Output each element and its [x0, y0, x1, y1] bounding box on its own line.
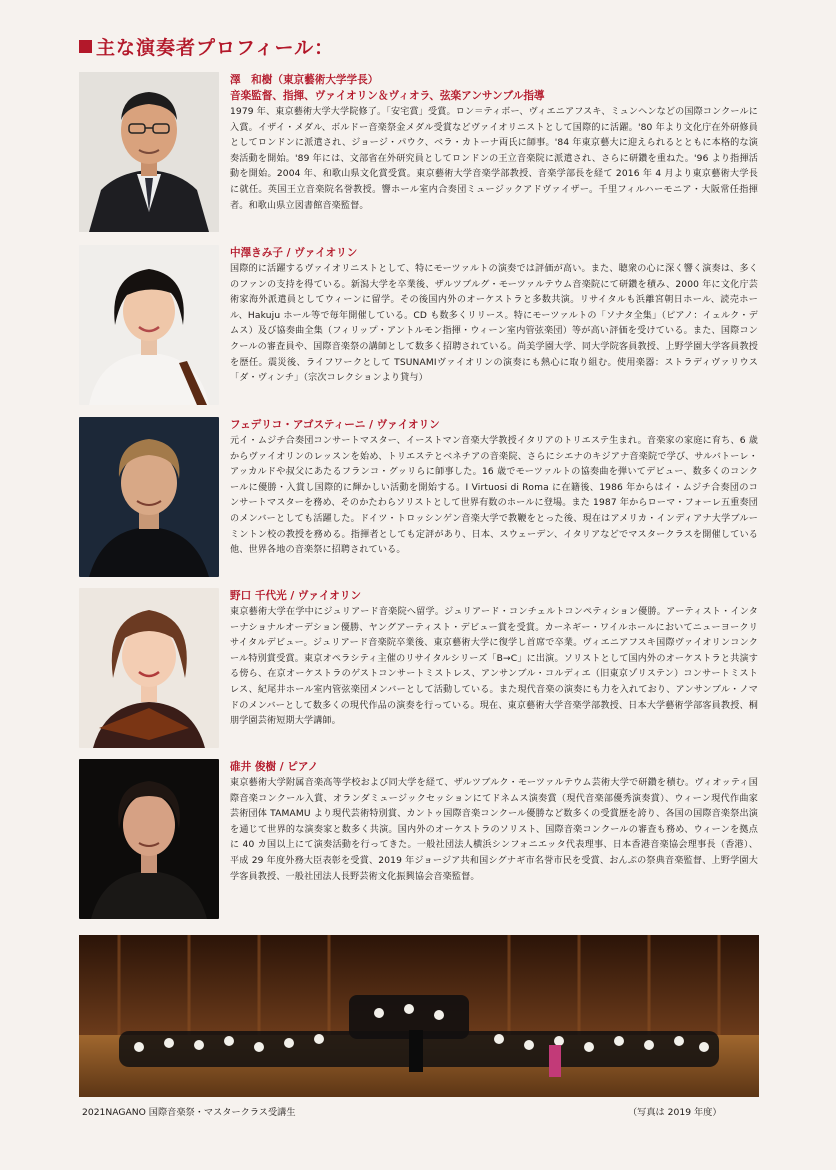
performer-bio: 東京藝術大学附属音楽高等学校および同大学を経て、ザルツブルク・モーツァルテウム芸術大学で研鑽を積む。ヴィオッティ国際音楽コンクール入賞、オランダミュージックセッションにてドネムス演奏賞（現代音楽部優秀演奏賞）、ウィーン現代作曲家芸術団体 TAMAMU より現代芸術特別賞、カントゥ国際音楽コンクール優勝など数多くの受賞歴を誇り、各国の国際音楽祭出演を通じて世界的な演奏家と数多く共演。国内外のオーケストラのソリスト、国際音楽コンクールの審査も務め、ウィーンを拠点に 40 カ国以上にて演奏活動を行ってきた。一般社団法人横浜シンフォニエッタ代表理事、日本香港音楽協会理事長（香港）、平成 29 年度外務大臣表彰を受賞、2019 年ジョージア共和国シグナギ市名誉市民を受賞、おんぷの祭典音楽監督、上野学園大学客員教授、一般社団法人長野芸術文化振興協会音楽監督。 [230, 778, 758, 882]
performer-bio: 元イ・ムジチ合奏団コンサートマスター、イーストマン音楽大学教授イタリアのトリエステ生まれ。音楽家の家庭に育ち、6 歳からヴァイオリンのレッスンを始め、トリエステとベネチアの音楽院、さらにシエナのキジアナ音楽院で学び、サルバトーレ・アッカルドや叔父にあたるフランコ・グッリらに師事した。16 歳でモーツァルトの協奏曲を弾いてデビュー、数多くのコンクールに優勝・入賞し国際的に輝かしい活動を開始する。I Virtuosi di Roma に在籍後、1986 年からはイ・ムジチ合奏団のコンサートマスターを務め、そのかたわらソリストとして世界有数のホールに登場。また 1987 年からローマ・フォーレ五重奏団のメンバーとしても活躍した。ドイツ・トロッシンゲン音楽大学で教鞭をとった後、現在はアメリカ・インディアナ大学ブルーミントン校の教授を務める。指揮者としても定評があり、日本、スウェーデン、イタリアなどでマスタークラスを開催している他、世界各地の音楽祭に招聘されている。 [230, 436, 758, 556]
portrait-photo [79, 245, 219, 405]
performer-role: 音楽監督、指揮、ヴァイオリン＆ヴィオラ、弦楽アンサンブル指導 [230, 90, 545, 102]
portrait-photo [79, 72, 219, 232]
photo-caption: 2021NAGANO 国際音楽祭・マスタークラス受講生 [82, 1107, 296, 1118]
portrait-photo [79, 759, 219, 919]
performer-name: 中澤きみ子 / ヴァイオリン [230, 247, 358, 259]
page-title [79, 33, 334, 60]
portrait-photo [79, 588, 219, 748]
performer-name: 野口 千代光 / ヴァイオリン [230, 590, 362, 602]
performer-bio: 1979 年、東京藝術大学大学院修了。「安宅賞」受賞。ロン＝ティボー、ヴィエニアフスキ、ミュンヘンなどの国際コンクールに入賞。イザイ・メダル、ボルドー音楽祭金メダル受賞などヴァイオリニストとして国際的に活躍。'80 年より文化庁在外研修員としてロンドンに派遣され、ジョージ・パウク、ベラ・カトーナ両氏に師事。'84 年東京藝大に迎えられるとともに本格的な演奏活動を開始。'89 年には、文部省在外研究員としてロンドンの王立音楽院に派遣され、さらに研鑽を重ねた。'96 より指揮活動を開始。2004 年、和歌山県文化賞受賞。東京藝術大学音楽学部教授、音楽学部長を経て 2016 年 4 月より東京藝術大学長に就任。英国王立音楽院名誉教授。響ホール室内合奏団ミュージックアドヴァイザー。千里フィルハーモニア・大阪常任指揮者。和歌山県立図書館音楽監督。 [230, 107, 758, 211]
performer-bio: 東京藝術大学在学中にジュリアード音楽院へ留学。ジュリアード・コンチェルトコンペティション優勝。アーティスト・インターナショナルオーデション優勝、ヤングアーティスト・デビュー賞を受賞。カーネギー・ワイルホールにおいてニューヨークリサイタルデビュー。ジュリアード音楽院卒業後、東京藝術大学に復学し首席で卒業。ヴィエニアフスキ国際ヴァイオリンコンクール特別賞受賞。東京オペラシティ主催のリサイタルシリーズ「B→C」に出演。ソリストとして国内外のオーケストラと共演する傍ら、在京オーケストラのゲストコンサートミストレス、アンサンブル・コルディエ（旧東京ゾリステン）コンサートミストレス、紀尾井ホール室内管弦楽団メンバーとして活動している。また現代音楽の演奏にも力を入れており、アンサンブル・ノマドのメンバーとして数多くの現代作品の演奏を行っている。現在、東京藝術大学音楽学部教授、日本大学藝術学部客員教授、桐朋学園芸術短期大学講師。 [230, 607, 758, 727]
performer-name: 澤 和樹（東京藝術大学学長） [230, 74, 379, 86]
performer-name: 碓井 俊樹 / ピアノ [230, 761, 319, 773]
page-title-text: 主な演奏者プロフィール： [96, 37, 335, 59]
performer-name: フェデリコ・アゴスティーニ / ヴァイオリン [230, 419, 440, 431]
portrait-photo [79, 417, 219, 577]
concert-group-photo [79, 935, 759, 1097]
photo-year-note: （写真は 2019 年度） [628, 1107, 722, 1118]
title-square-bullet [79, 40, 92, 53]
performer-bio: 国際的に活躍するヴァイオリニストとして、特にモーツァルトの演奏では評価が高い。また、聴衆の心に深く響く演奏は、多くのファンの支持を得ている。新潟大学を卒業後、ザルツブルグ・モーツァルテウム音楽院にて研鑽を積み、2000 年に文化庁芸術家海外派遣員としてウィーンに留学。その後国内外のオーケストラと多数共演。リサイタルも浜離宮朝日ホール、読売ホール、Hakuju ホール等で毎年開催している。CD も数多くリリース。特にモーツァルトの「ソナタ全集」（ピアノ：イェルク・デムス）及び協奏曲全集（フィリップ・アントルモン指揮・ウィーン室内管弦楽団）等が高い評価を受けている。また、国際コンクールの審査員や、国際音楽祭の講師として数多く招聘されている。尚美学園大学、同大学院客員教授、上野学園大学客員教授を歴任。震災後、ライフワークとして TSUNAMIヴァイオリンの演奏にも熱心に取り組む。使用楽器：ストラディヴァリウス「ダ・ヴィンチ」（宗次コレクションより貸与） [230, 264, 758, 384]
